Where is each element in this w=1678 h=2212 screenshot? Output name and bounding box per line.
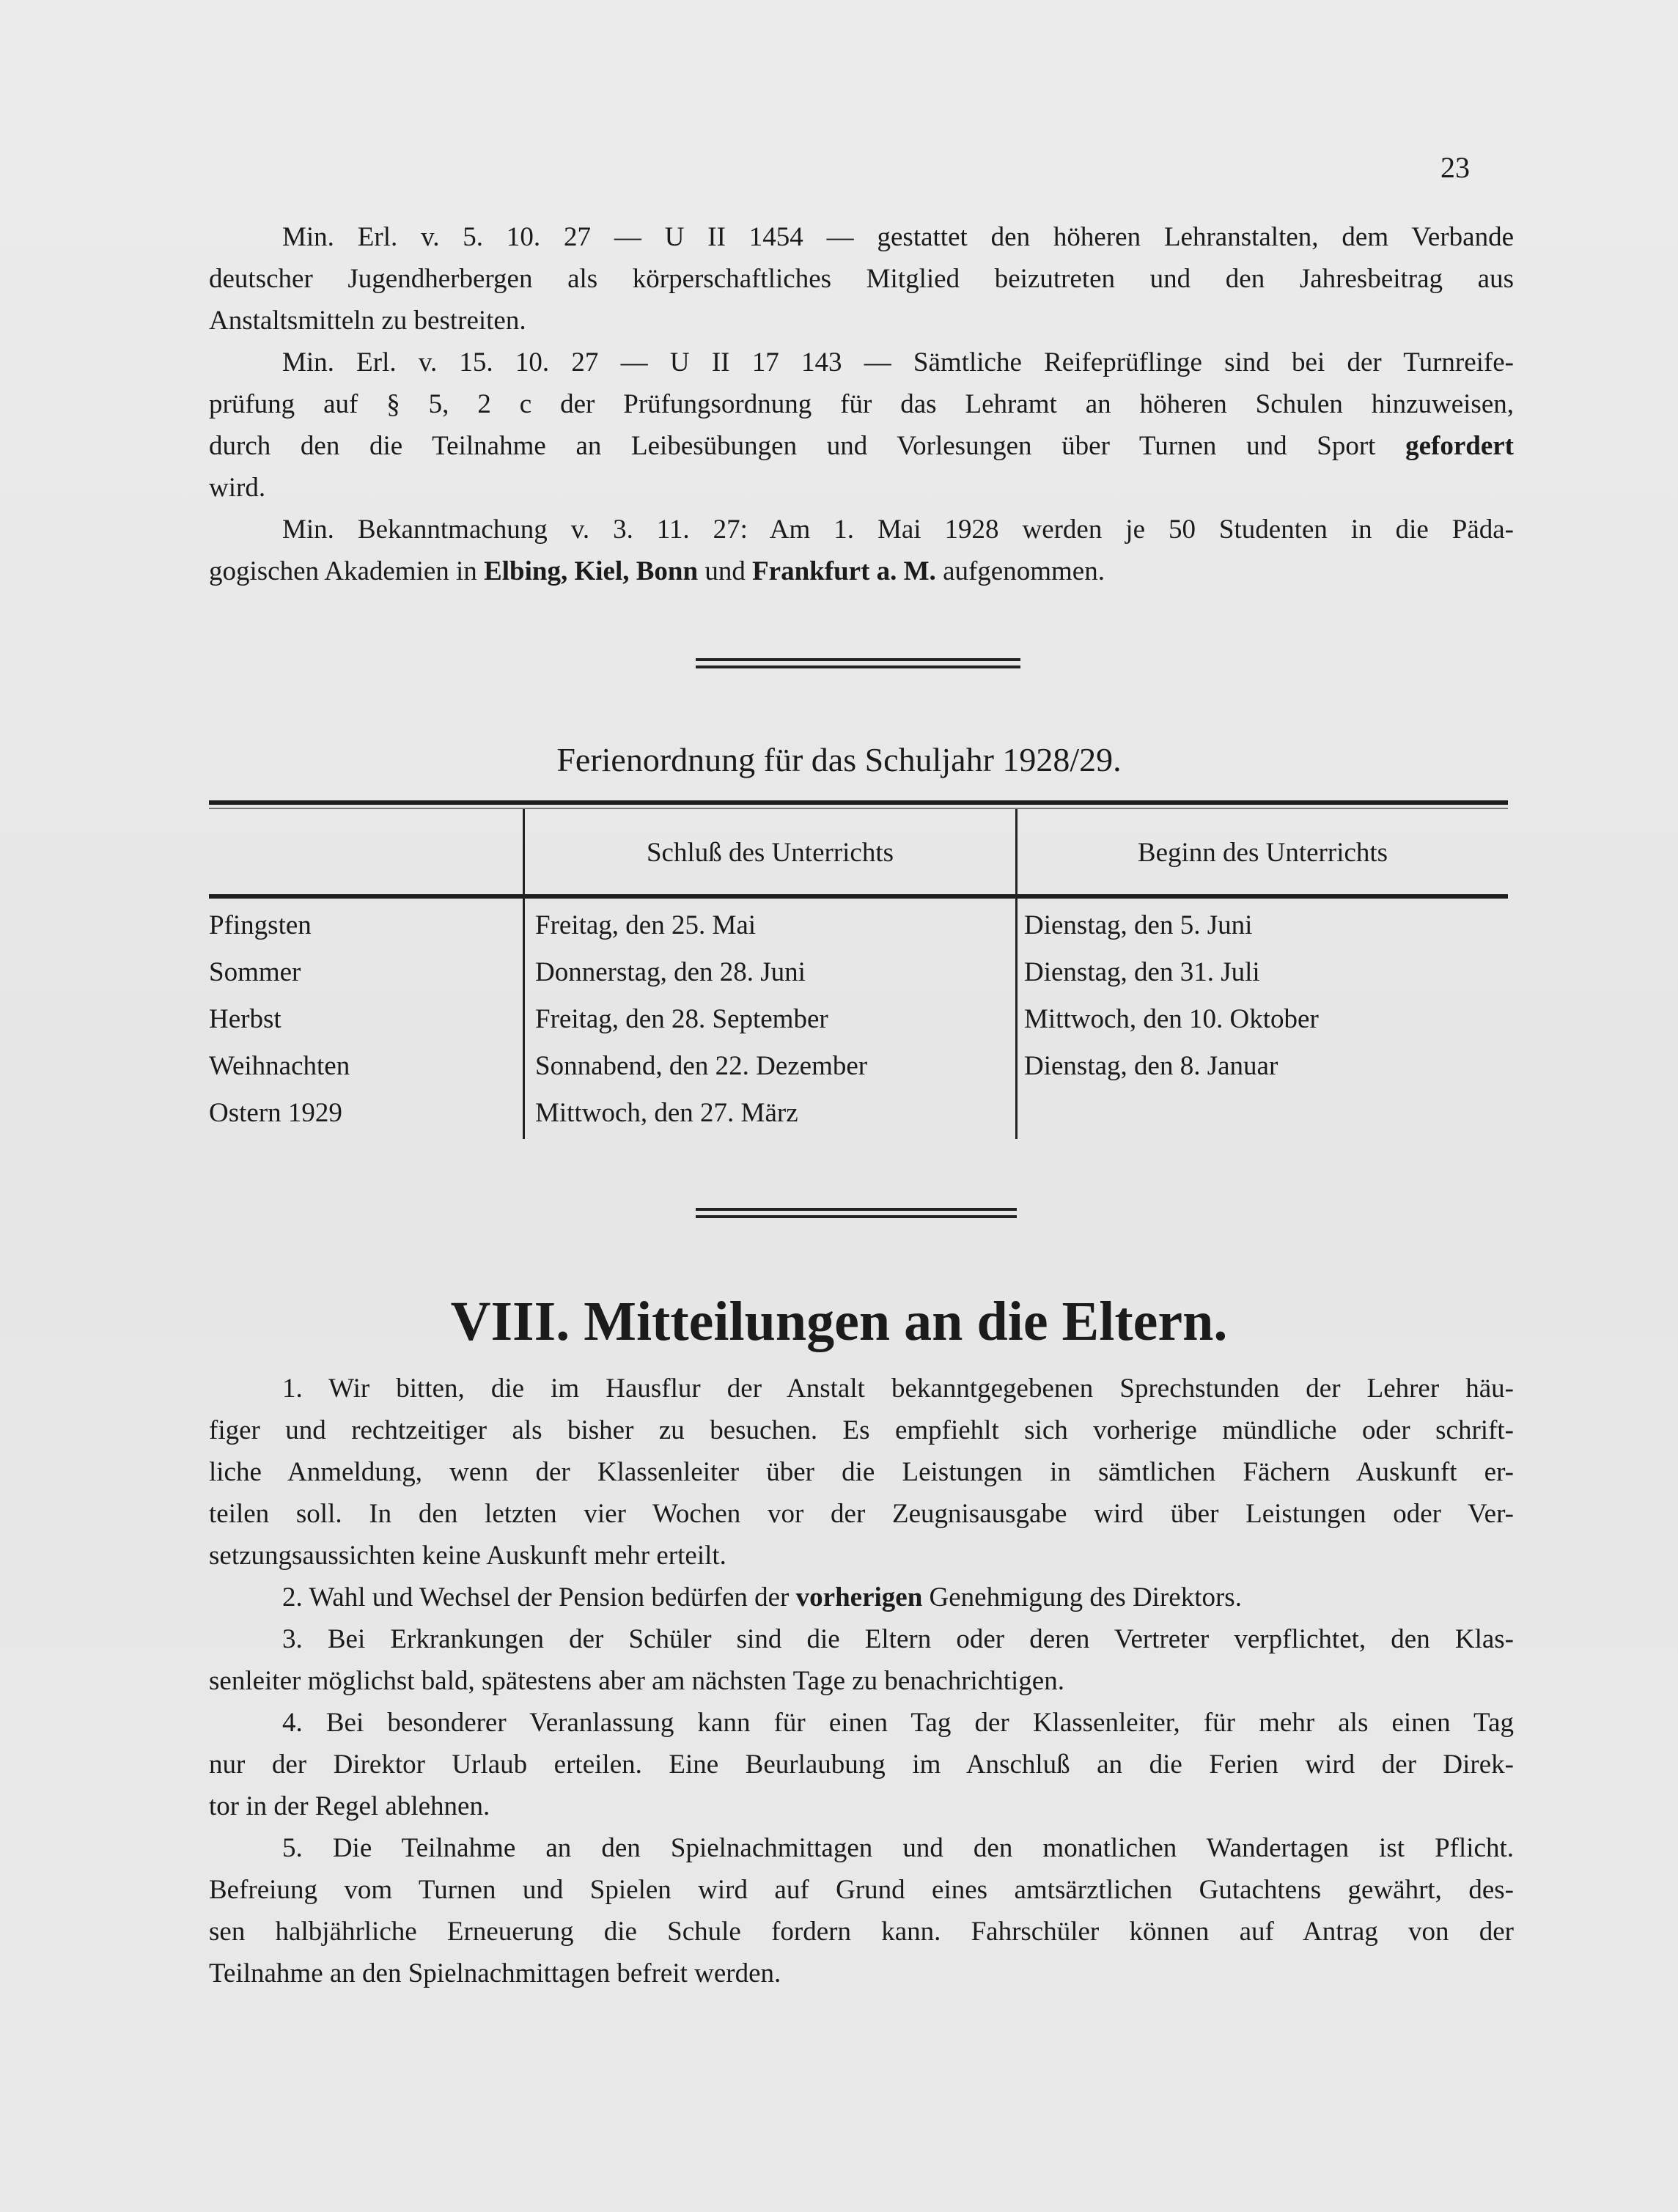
column-header-end: Schluß des Unterrichts — [646, 838, 894, 868]
text-segment: liche Anmeldung, wenn der Klassenleiter über die Leistungen in sämtlichen Fächern Auskunft er- — [209, 1457, 1514, 1487]
text-line — [209, 1618, 1514, 1660]
text-line — [209, 1368, 1514, 1409]
text-line — [209, 1493, 1514, 1535]
text-line — [209, 1577, 1514, 1618]
paragraph — [209, 1702, 1514, 1827]
paragraph — [209, 342, 1514, 509]
text-segment: Teilnahme an den Spielnachmittagen befreit werden. — [209, 1958, 781, 1988]
table-top-thin-rule — [209, 808, 1508, 809]
bold-text: gefordert — [1405, 431, 1514, 461]
text-line — [209, 1660, 1514, 1702]
text-line — [209, 258, 1514, 300]
table-cell-holiday: Sommer — [209, 957, 301, 987]
bold-text: vorherigen — [795, 1582, 923, 1612]
holiday-schedule-table — [209, 800, 1508, 1145]
text-segment: 2. Wahl und Wechsel der Pension bedürfen der — [282, 1582, 796, 1612]
section-heading: VIII. Mitteilungen an die Eltern. — [450, 1291, 1228, 1352]
text-line — [209, 467, 1514, 509]
holiday-table-title: Ferienordnung für das Schuljahr 1928/29. — [556, 741, 1122, 778]
text-segment: setzungsaussichten keine Auskunft mehr erteilt. — [209, 1541, 726, 1571]
text-segment: tor in der Regel ablehnen. — [209, 1791, 490, 1821]
table-cell-holiday: Herbst — [209, 1004, 281, 1034]
text-line — [209, 1953, 1514, 1994]
text-line — [209, 1744, 1514, 1785]
text-segment: deutscher Jugendherbergen als körperschaftliches Mitglied beizutreten und den Jahresbeitrag aus — [209, 264, 1514, 294]
bold-text: Elbing, Kiel, Bonn — [484, 556, 699, 586]
paragraph — [209, 1368, 1514, 1577]
text-line — [209, 550, 1514, 592]
table-cell-start: Dienstag, den 31. Juli — [1024, 957, 1260, 987]
paragraph — [209, 216, 1514, 342]
table-top-rule — [209, 800, 1508, 805]
text-segment: figer und rechtzeitiger als bisher zu besuchen. Es empfiehlt sich vorherige mündliche oder schrift- — [209, 1415, 1514, 1445]
table-cell-holiday: Ostern 1929 — [209, 1098, 342, 1128]
table-cell-end: Freitag, den 28. September — [535, 1004, 828, 1034]
table-cell-holiday: Weihnachten — [209, 1051, 350, 1081]
double-rule-divider — [696, 1208, 1017, 1218]
text-line — [209, 383, 1514, 425]
text-segment: aufgenommen. — [935, 556, 1105, 586]
text-segment: Anstaltsmitteln zu bestreiten. — [209, 306, 526, 336]
column-header-start: Beginn des Unterrichts — [1137, 838, 1388, 868]
text-segment: und — [698, 556, 753, 586]
text-segment: teilen soll. In den letzten vier Wochen vor der Zeugnisausgabe wird über Leistungen oder Ver- — [209, 1499, 1514, 1529]
table-cell-start: Dienstag, den 8. Januar — [1024, 1051, 1278, 1081]
text-segment: 3. Bei Erkrankungen der Schüler sind die Eltern oder deren Vertreter verpflichtet, den Klas- — [282, 1624, 1514, 1654]
paragraph — [209, 1827, 1514, 1994]
table-cell-start: Mittwoch, den 10. Oktober — [1024, 1004, 1319, 1034]
text-segment: Min. Bekanntmachung v. 3. 11. 27: Am 1. Mai 1928 werden je 50 Studenten in die Päda- — [282, 515, 1514, 545]
table-cell-end: Sonnabend, den 22. Dezember — [535, 1051, 868, 1081]
text-line — [209, 1785, 1514, 1827]
text-segment: sen halbjährliche Erneuerung die Schule fordern kann. Fahrschüler können auf Antrag von der — [209, 1917, 1514, 1947]
text-segment: wird. — [209, 473, 266, 503]
text-line — [209, 509, 1514, 550]
table-cell-end: Mittwoch, den 27. März — [535, 1098, 798, 1128]
text-segment: 4. Bei besonderer Veranlassung kann für einen Tag der Klassenleiter, für mehr als einen Tag — [282, 1708, 1514, 1738]
paragraph — [209, 509, 1514, 592]
text-segment: nur der Direktor Urlaub erteilen. Eine Beurlaubung im Anschluß an die Ferien wird der Direk- — [209, 1750, 1514, 1780]
text-segment: senleiter möglichst bald, spätestens aber am nächsten Tage zu benachrichtigen. — [209, 1666, 1064, 1696]
text-line — [209, 1702, 1514, 1744]
text-segment: prüfung auf § 5, 2 c der Prüfungsordnung für das Lehramt an höheren Schulen hinzuweisen, — [209, 389, 1514, 419]
text-segment: 1. Wir bitten, die im Hausflur der Anstalt bekanntgegebenen Sprechstunden der Lehrer häu- — [282, 1374, 1514, 1404]
text-line — [209, 1451, 1514, 1493]
text-line — [209, 1869, 1514, 1911]
text-segment: durch den die Teilnahme an Leibesübungen und Vorlesungen über Turnen und Sport — [209, 431, 1406, 461]
bold-text: Frankfurt a. M. — [752, 556, 936, 586]
table-cell-end: Donnerstag, den 28. Juni — [535, 957, 806, 987]
table-cell-start: Dienstag, den 5. Juni — [1024, 910, 1253, 940]
table-header-rule — [209, 894, 1508, 899]
text-line — [209, 216, 1514, 258]
text-line — [209, 1409, 1514, 1451]
table-cell-end: Freitag, den 25. Mai — [535, 910, 757, 940]
text-segment: Genehmigung des Direktors. — [922, 1582, 1242, 1612]
parent-notices — [209, 1368, 1514, 1994]
paragraph — [209, 1618, 1514, 1702]
text-segment: Min. Erl. v. 5. 10. 27 — U II 1454 — gestattet den höheren Lehranstalten, dem Verbande — [282, 222, 1514, 252]
table-cell-holiday: Pfingsten — [209, 910, 312, 940]
text-segment: 5. Die Teilnahme an den Spielnachmittagen und den monatlichen Wandertagen ist Pflicht. — [282, 1833, 1514, 1863]
double-rule-divider — [696, 658, 1020, 668]
text-line — [209, 1827, 1514, 1869]
text-line — [209, 425, 1514, 467]
ministerial-notices — [209, 216, 1514, 592]
text-line — [209, 1911, 1514, 1953]
page-number: 23 — [1440, 151, 1470, 184]
text-line — [209, 342, 1514, 383]
text-segment: gogischen Akademien in — [209, 556, 485, 586]
text-line — [209, 300, 1514, 342]
text-line — [209, 1535, 1514, 1577]
paragraph — [209, 1577, 1514, 1618]
text-segment: Min. Erl. v. 15. 10. 27 — U II 17 143 — Sämtliche Reifeprüflinge sind bei der Turnreife- — [282, 347, 1514, 377]
text-segment: Befreiung vom Turnen und Spielen wird auf Grund eines amtsärztlichen Gutachtens gewährt, des- — [209, 1875, 1514, 1905]
